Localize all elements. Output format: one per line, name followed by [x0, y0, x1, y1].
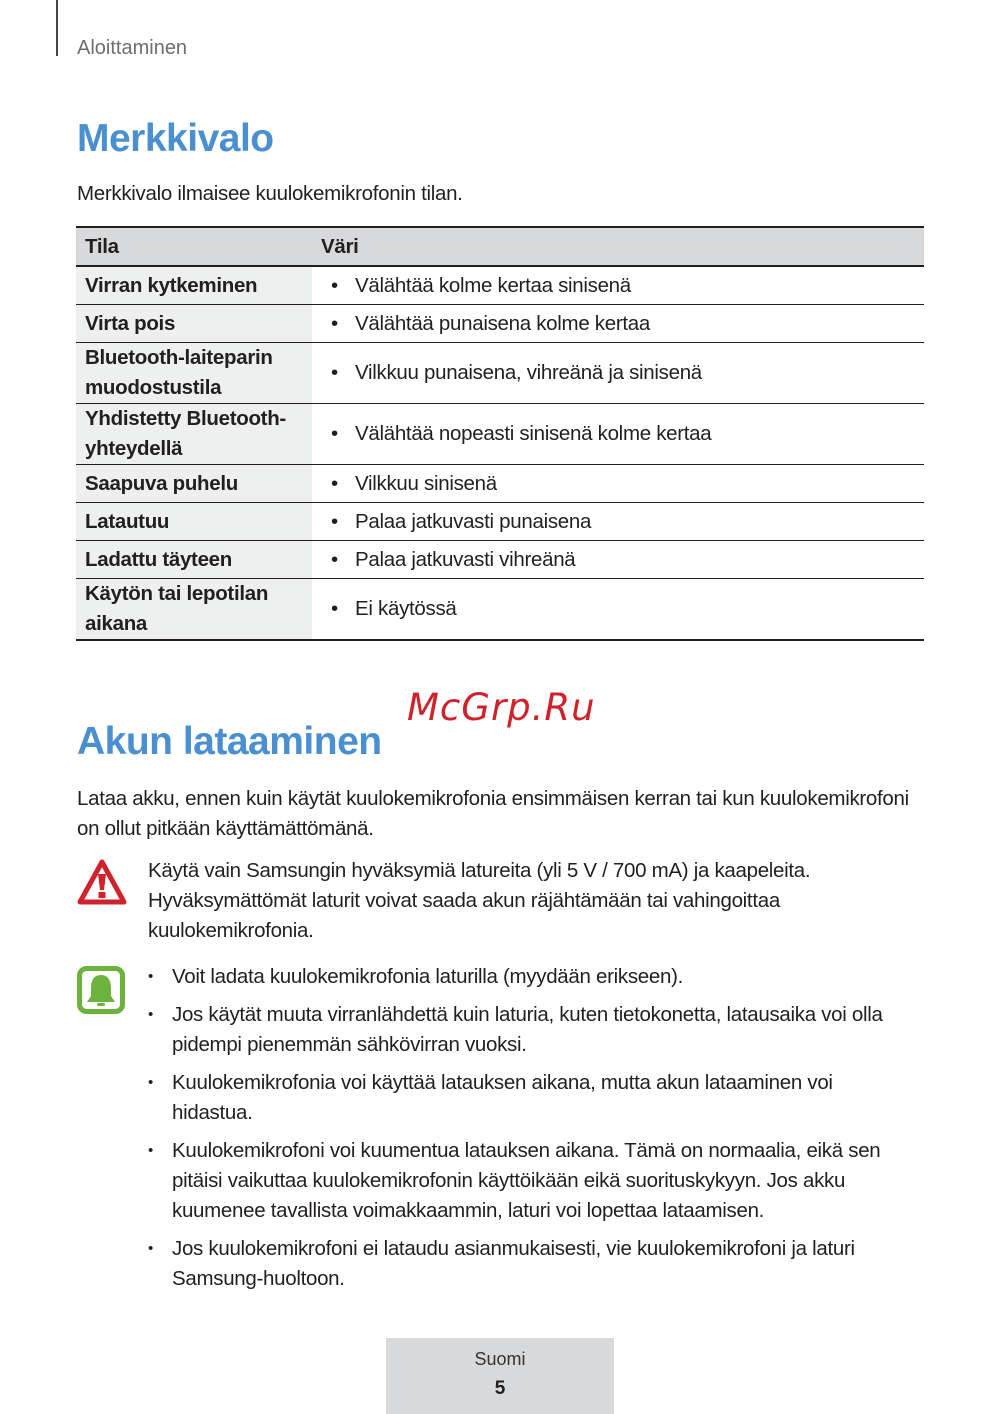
note-item: • Jos käytät muuta virranlähdettä kuin laturia, kuten tietokonetta, latausaika voi olla pidempi pienemmän sähkövirran vuoksi. [148, 1000, 918, 1060]
table-row [76, 465, 924, 503]
table-row [76, 579, 924, 641]
bullet: • [331, 597, 338, 620]
row-color [312, 541, 924, 579]
row-color [312, 503, 924, 541]
column-header-state: Tila [76, 227, 312, 266]
bullet: • [331, 273, 338, 297]
bullet: • [331, 311, 338, 335]
header-rule [56, 0, 58, 56]
row-color [312, 266, 924, 305]
table-row [76, 404, 924, 465]
row-color [312, 579, 924, 641]
row-color [312, 465, 924, 503]
row-color [312, 404, 924, 465]
indicator-intro: Merkkivalo ilmaisee kuulokemikrofonin tilan. [77, 182, 463, 205]
row-state: Bluetooth-laiteparin muodostustila [76, 343, 312, 404]
warning-text: Käytä vain Samsungin hyväksymiä latureita (yli 5 V / 700 mA) ja kaapeleita. Hyväksymättömät laturit voivat saada akun räjähtämään tai vahingoittaa kuulokemikrofonia. [148, 859, 811, 942]
bullet: • [331, 422, 338, 445]
table-row [76, 541, 924, 579]
row-state: Latautuu [76, 503, 312, 541]
row-state: Käytön tai lepotilan aikana [76, 579, 312, 641]
bullet: • [331, 471, 338, 495]
charging-notes [148, 962, 918, 1302]
note-item: • Kuulokemikrofoni voi kuumentua latauksen aikana. Tämä on normaalia, eikä sen pitäisi vaikuttaa kuulokemikrofonin käyttöikään eikä suorituskykyyn. Jos akku kuumenee tavallista voimakkaammin, laturi voi lopettaa lataamisen. [148, 1136, 918, 1226]
table-row [76, 266, 924, 305]
charging-intro: Lataa akku, ennen kuin käytät kuulokemikrofonia ensimmäisen kerran tai kun kuulokemikrofoni on ollut pitkään käyttämättömänä. [77, 787, 909, 840]
row-color-text: Välähtää nopeasti sinisenä kolme kertaa [355, 422, 712, 445]
indicator-table [76, 226, 924, 641]
section-label: Aloittaminen [77, 37, 188, 59]
row-state: Saapuva puhelu [76, 465, 312, 503]
row-color-text: Palaa jatkuvasti punaisena [355, 509, 592, 533]
table-row [76, 503, 924, 541]
bullet: • [331, 547, 338, 571]
warning-icon [76, 858, 128, 911]
row-color-text: Vilkkuu punaisena, vihreänä ja sinisenä [355, 361, 702, 384]
table-row [76, 305, 924, 343]
column-header-color: Väri [312, 227, 924, 266]
note-item: • Kuulokemikrofonia voi käyttää latauksen aikana, mutta akun lataaminen voi hidastua. [148, 1068, 918, 1128]
note-bell-icon [77, 966, 125, 1019]
charging-title: Akun lataaminen [77, 720, 382, 763]
page-footer [386, 1338, 614, 1414]
row-color-text: Vilkkuu sinisenä [355, 471, 497, 495]
row-state: Virta pois [76, 305, 312, 343]
watermark: McGrp.Ru [407, 686, 596, 729]
footer-language: Suomi [474, 1349, 526, 1369]
row-state: Yhdistetty Bluetooth-yhteydellä [76, 404, 312, 465]
bullet: • [331, 509, 338, 533]
note-item: • Jos kuulokemikrofoni ei lataudu asianmukaisesti, vie kuulokemikrofoni ja laturi Samsung-huoltoon. [148, 1234, 918, 1294]
row-color [312, 343, 924, 404]
table-row [76, 343, 924, 404]
row-color-text: Ei käytössä [355, 597, 457, 620]
page-number: 5 [494, 1378, 506, 1399]
indicator-title: Merkkivalo [77, 117, 274, 160]
row-color [312, 305, 924, 343]
row-state: Ladattu täyteen [76, 541, 312, 579]
row-color-text: Palaa jatkuvasti vihreänä [355, 547, 576, 571]
row-color-text: Välähtää punaisena kolme kertaa [355, 311, 650, 335]
row-color-text: Välähtää kolme kertaa sinisenä [355, 273, 631, 297]
bullet: • [331, 361, 338, 384]
note-item: • Voit ladata kuulokemikrofonia laturilla (myydään erikseen). [148, 962, 918, 992]
row-state: Virran kytkeminen [76, 266, 312, 305]
